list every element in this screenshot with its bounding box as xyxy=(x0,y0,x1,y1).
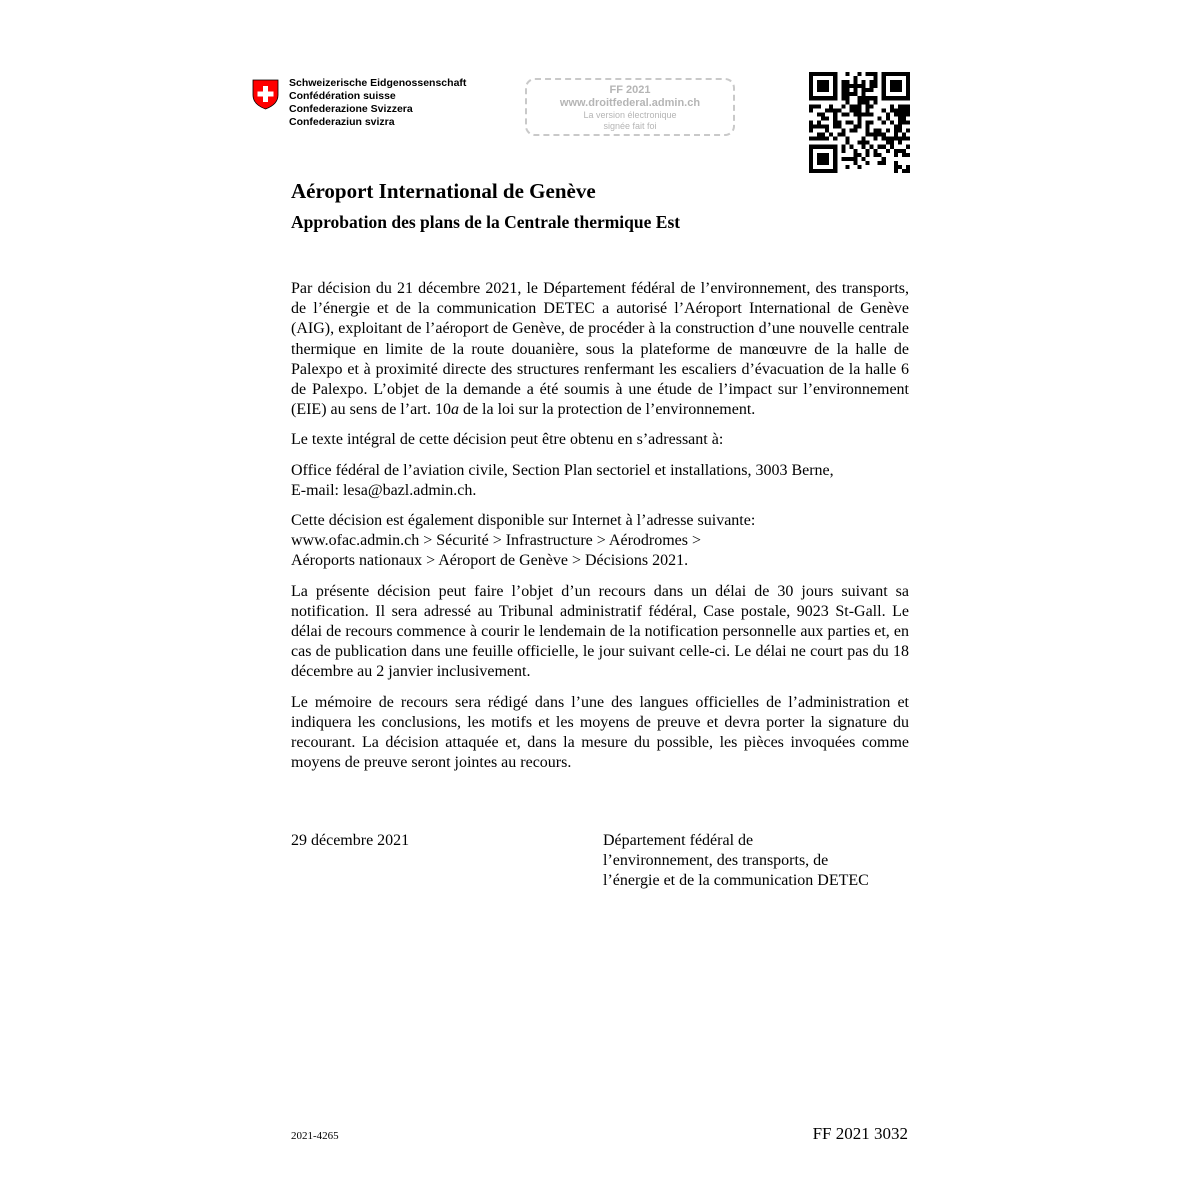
stamp-note-2: signée fait foi xyxy=(603,121,657,131)
paragraph-availability: Le texte intégral de cette décision peut être obtenu en s’adressant à: xyxy=(291,431,724,449)
address-line: Office fédéral de l’aviation civile, Section Plan sectoriel et installations, 3003 Berne, xyxy=(291,461,834,479)
confederation-name-it: Confederazione Svizzera xyxy=(289,103,413,115)
paragraph-internet xyxy=(291,511,909,572)
signer-line-1: Département fédéral de xyxy=(603,832,754,849)
paragraph-decision-text: Par décision du 21 décembre 2021, le Département fédéral de l’environnement, des transports, de l’énergie et de la communication DETEC a autorisé l’Aéroport International de Genève (AIG), exploitant de l’aéroport de Genève, de procéder à la construction d’une nouvelle centrale thermique en limite de la route douanière, sous la plateforme de manœuvre de la halle de Palexpo et à proximité directe des structures renfermant les escaliers d’évacuation de la halle 6 de Palexpo. L’objet de la demande a été soumis à une étude de l’impact sur l’environnement (EIE) au sens de l’art. 10 xyxy=(291,280,909,419)
paragraph-decision xyxy=(291,279,909,420)
document-subtitle: Approbation des plans de la Centrale thermique Est xyxy=(291,212,681,232)
internet-path-1: www.ofac.admin.ch > Sécurité > Infrastructure > Aérodromes > xyxy=(291,532,702,550)
document-reference: 2021-4265 xyxy=(291,1130,339,1142)
swiss-confederation-logo xyxy=(252,77,466,129)
confederation-name-de: Schweizerische Eidgenossenschaft xyxy=(289,77,467,89)
confederation-names xyxy=(289,77,466,129)
stamp-note-1: La version électronique xyxy=(583,110,677,120)
swiss-cross-icon xyxy=(252,79,279,110)
email-line: E-mail: lesa@bazl.admin.ch. xyxy=(291,481,477,499)
signer-line-3: l’énergie et de la communication DETEC xyxy=(603,872,869,890)
paragraph-appeal-brief: Le mémoire de recours sera rédigé dans l’une des langues officielles de l’administration et indiquera les conclusions, les motifs et les moyens de preuve et devra porter la signature du recourant. La décision attaquée et, dans la mesure du possible, les pièces invoquées comme moyens de preuve seront jointes au recours. xyxy=(291,693,909,772)
signing-authority xyxy=(603,831,869,892)
article-letter: a xyxy=(450,401,459,419)
electronic-version-stamp xyxy=(525,78,735,136)
confederation-name-fr: Confédération suisse xyxy=(289,90,396,102)
signer-line-2: l’environnement, des transports, de xyxy=(603,852,829,870)
internet-intro: Cette décision est également disponible sur Internet à l’adresse suivante: xyxy=(291,512,756,530)
internet-path-2: Aéroports nationaux > Aéroport de Genève > Décisions 2021. xyxy=(291,552,689,570)
qr-code-icon xyxy=(809,72,910,173)
paragraph-decision-end: de la loi sur la protection de l’environnement. xyxy=(458,401,756,419)
stamp-ff-number: FF 2021 xyxy=(609,84,651,96)
document-date: 29 décembre 2021 xyxy=(291,832,410,849)
paragraph-address xyxy=(291,461,909,501)
federal-gazette-reference: FF 2021 3032 xyxy=(812,1124,908,1143)
document-title: Aéroport International de Genève xyxy=(291,179,596,203)
paragraph-appeal: La présente décision peut faire l’objet d’un recours dans un délai de 30 jours suivant sa notification. Il sera adressé au Tribunal administratif fédéral, Case postale, 9023 St-Gall. Le délai de recours commence à courir le lendemain de la notification personnelle aux parties et, en cas de publication dans une feuille officielle, le jour suivant celle-ci. Le délai ne court pas du 18 décembre au 2 janvier inclusivement. xyxy=(291,582,909,681)
confederation-name-rm: Confederaziun svizra xyxy=(289,116,395,128)
document-body xyxy=(291,279,909,783)
stamp-website: www.droitfederal.admin.ch xyxy=(559,97,701,109)
